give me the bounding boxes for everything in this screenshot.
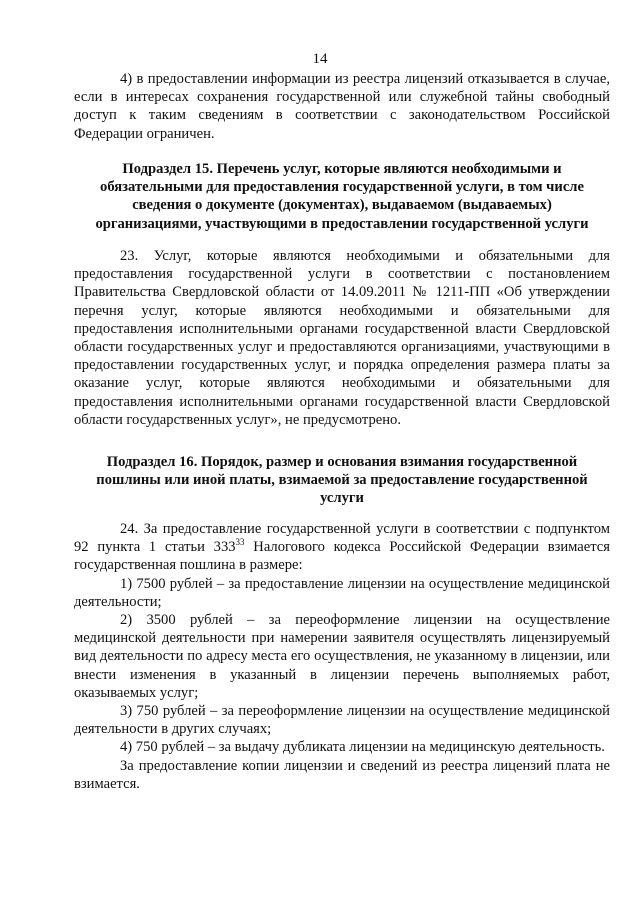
subsection-15-heading-block (78, 160, 606, 233)
subsection-16-heading-block (90, 453, 594, 508)
top-paragraph-block (74, 70, 610, 143)
paragraph-24-text-end: Налогового кодекса Российской Федерации взимается государственная пошлина в размере: (74, 539, 610, 574)
fee-item-4: 4) 750 рублей – за выдачу дубликата лицензии на медицинскую деятельность. (120, 739, 605, 756)
paragraph-23: 23. Услуг, которые являются необходимыми и обязательными для предоставления государственной услуги в соответствии с постановлением Правительства Свердловской области от 14.09.2011 № 1211-ПП «Об утверждении перечня услуг, которые являются необходимыми и обязательными для предоставления исполнительными органами государственной власти Свердловской области государственных услуг и предоставляются организациями, участвующими в предоставлении государственных услуг, и порядка определения размера платы за оказание услуг, которые являются необходимыми и обязательными для предоставления исполнительными органами государственной власти Свердловской области государственных услуг», не предусмотрено. (74, 248, 610, 428)
paragraph-24-block (74, 520, 610, 793)
paragraph-23-block (74, 247, 610, 429)
subsection-15-heading: Подраздел 15. Перечень услуг, которые являются необходимыми и обязательными для предоставления государственной услуги, в том числе сведения о документе (документах), выдаваемом (выдаваемых) организациями, участвующими в предоставлении государственной услуги (95, 161, 589, 232)
page-number: 14 (312, 51, 328, 67)
article-superscript: 33 (235, 537, 245, 548)
paragraph-item-4: 4) в предоставлении информации из реестра лицензий отказывается в случае, если в интересах сохранения государственной или служебной тайны свободный доступ к таким сведениям в соответствии с законодательством Российской Федерации ограничен. (74, 71, 610, 142)
fee-item-3: 3) 750 рублей – за переоформление лицензии на осуществление медицинской деятельности в других случаях; (74, 703, 610, 738)
fee-item-1: 1) 7500 рублей – за предоставление лицензии на осуществление медицинской деятельности; (74, 575, 610, 610)
subsection-16-heading: Подраздел 16. Порядок, размер и основания взимания государственной пошлины или иной платы, взимаемой за предоставление государственной услуги (96, 454, 588, 507)
closing-paragraph: За предоставление копии лицензии и сведений из реестра лицензий плата не взимается. (74, 757, 610, 792)
paragraph-24-text-start: 24. За предоставление государственной услуги в соответствии с подпунктом 92 пункта 1 статьи 333 (74, 521, 610, 556)
fee-item-2: 2) 3500 рублей – за переоформление лицензии на осуществление медицинской деятельности при намерении заявителя осуществлять лицензируемый вид деятельности по адресу места его осуществления, не указанному в лицензии, или внести изменения в указанный в лицензии перечень выполняемых работ, оказываемых услуг; (74, 612, 610, 701)
paragraph-24 (74, 520, 610, 575)
